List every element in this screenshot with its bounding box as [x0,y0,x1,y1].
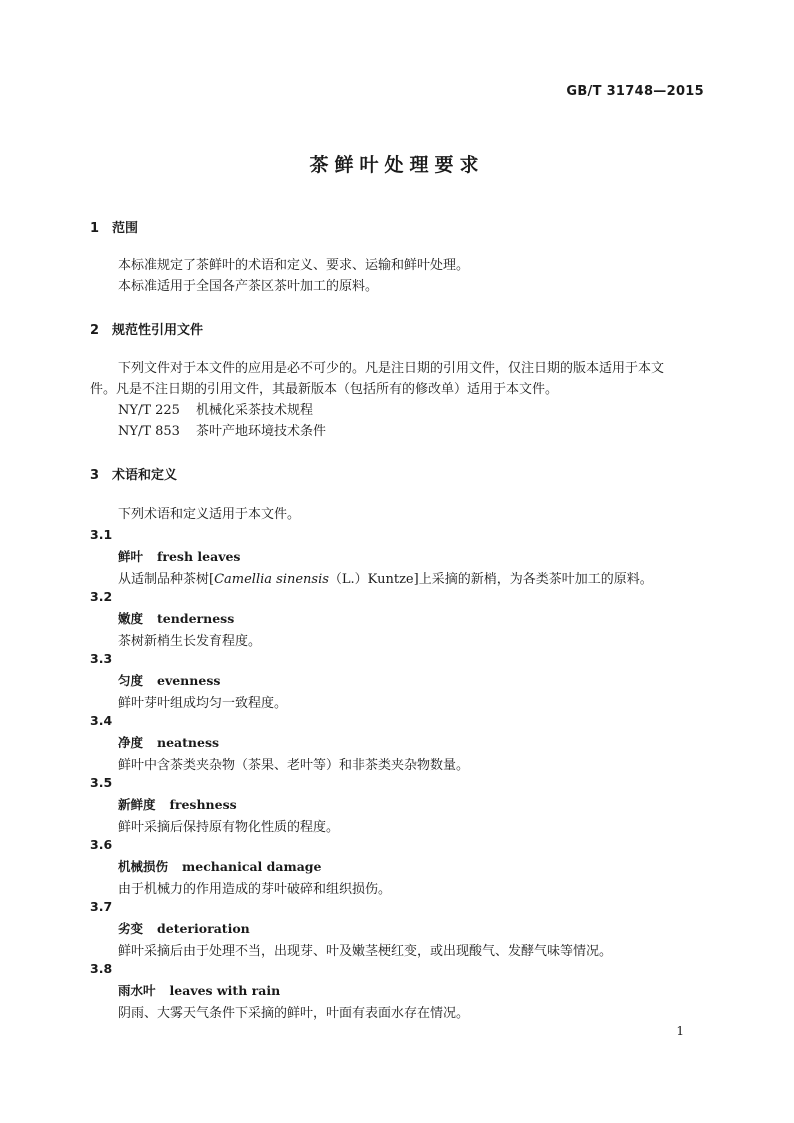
section-heading-terms-definitions [90,464,177,483]
reference-item [118,400,313,421]
section-number: 3 [90,468,100,483]
section-title: 术语和定义 [112,468,178,483]
term-definition: 鲜叶中含茶类夹杂物（茶果、老叶等）和非茶类夹杂物数量。 [118,758,470,773]
term-definition: 由于机械力的作用造成的芽叶破碎和组织损伤。 [118,882,392,897]
term-number: 3.4 [90,713,113,728]
reference-code: NY/T 225 [118,403,180,418]
reference-title: 机械化采茶技术规程 [196,403,314,418]
term-en: mechanical damage [182,859,322,874]
reference-code: NY/T 853 [118,424,180,439]
standard-code: GB/T 31748—2015 [566,84,704,99]
scientific-name: Camellia sinensis [214,572,329,587]
term-zh: 鲜叶 [118,549,144,564]
paragraph: 本标准适用于全国各产茶区茶叶加工的原料。 [118,279,379,294]
term-number: 3.6 [90,837,113,852]
definition-text: 从适制品种茶树[ [118,572,215,587]
term-en: fresh leaves [157,549,241,564]
term-definition [118,568,653,587]
paragraph-line: 件。凡是不注日期的引用文件，其最新版本（包括所有的修改单）适用于本文件。 [90,382,559,397]
term-en: leaves with rain [169,983,281,998]
term-en: neatness [157,735,220,750]
page-number: 1 [676,1024,684,1038]
term-zh: 机械损伤 [118,859,169,874]
term-heading [118,547,240,565]
section-title: 范围 [112,221,139,236]
section-number: 2 [90,323,100,338]
section-number: 1 [90,221,100,236]
term-heading [118,919,250,937]
definition-text: （L.）Kuntze]上采摘的新梢，为各类茶叶加工的原料。 [328,572,653,587]
paragraph-line: 下列文件对于本文件的应用是必不可少的。凡是注日期的引用文件，仅注日期的版本适用于本文 [118,361,665,376]
section-heading-scope [90,217,138,236]
term-heading [118,795,237,813]
term-number: 3.7 [90,899,113,914]
paragraph: 本标准规定了茶鲜叶的术语和定义、要求、运输和鲜叶处理。 [118,258,470,273]
term-zh: 净度 [118,735,144,750]
term-heading [118,857,322,875]
term-en: evenness [157,673,221,688]
term-zh: 嫩度 [118,611,144,626]
term-definition: 鲜叶芽叶组成均匀一致程度。 [118,696,288,711]
document-title: 茶鲜叶处理要求 [309,154,485,176]
term-heading [118,981,280,999]
term-en: deterioration [157,921,250,936]
section-heading-normative-references [90,319,203,338]
term-heading [118,733,219,751]
reference-item [118,421,326,442]
term-number: 3.5 [90,775,113,790]
term-zh: 雨水叶 [118,983,156,998]
term-zh: 匀度 [118,673,144,688]
term-number: 3.8 [90,961,113,976]
term-en: tenderness [157,611,235,626]
term-heading [118,671,220,689]
term-definition: 鲜叶采摘后保持原有物化性质的程度。 [118,820,340,835]
term-number: 3.1 [90,527,113,542]
term-en: freshness [169,797,237,812]
term-definition: 鲜叶采摘后由于处理不当，出现芽、叶及嫩茎梗红变，或出现酸气、发酵气味等情况。 [118,944,613,959]
term-definition: 阴雨、大雾天气条件下采摘的鲜叶，叶面有表面水存在情况。 [118,1006,470,1021]
term-definition: 茶树新梢生长发育程度。 [118,634,262,649]
term-zh: 劣变 [118,921,144,936]
paragraph: 下列术语和定义适用于本文件。 [118,507,301,522]
term-zh: 新鲜度 [118,797,156,812]
term-heading [118,609,234,627]
section-title: 规范性引用文件 [112,323,204,338]
reference-title: 茶叶产地环境技术条件 [196,424,327,439]
term-number: 3.3 [90,651,113,666]
term-number: 3.2 [90,589,113,604]
